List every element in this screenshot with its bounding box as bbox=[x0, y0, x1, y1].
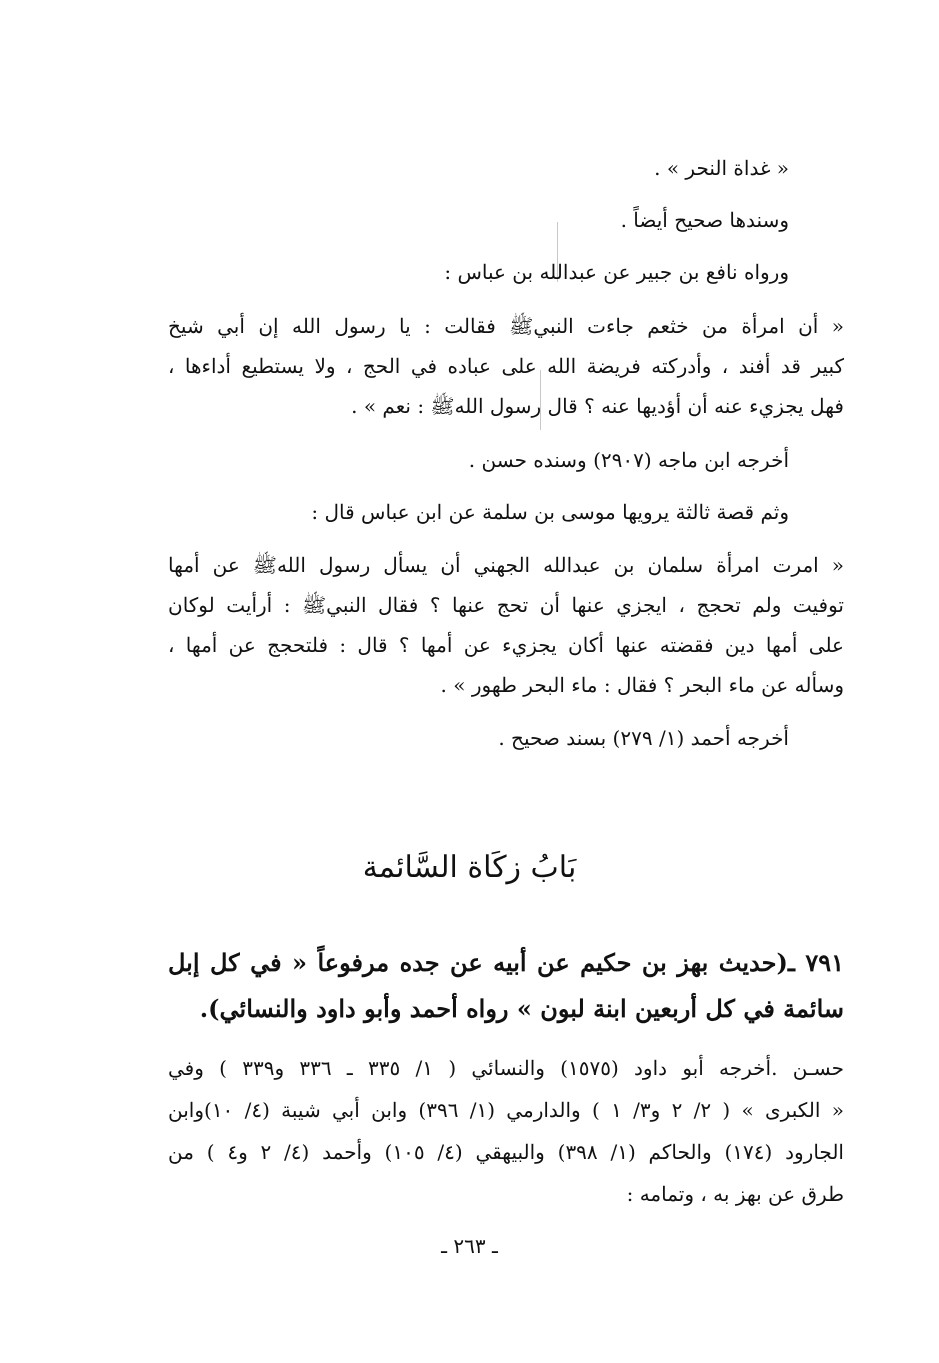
text-line: أخرجه ابن ماجه (٢٩٠٧) وسنده حسن . bbox=[468, 448, 789, 472]
hadith-line: سائمة في كل أربعين ابنة لبون » رواه أحمد وأبو داود والنسائي). bbox=[199, 994, 844, 1023]
text-line: على أمها دين فقضته عنها أكان يجزيء عن أمها ؟ قال : فلتحجج عن أمها ، bbox=[168, 633, 844, 657]
text-line: فهل يجزيء عنه أن أؤديها عنه ؟ قال رسول اللهﷺ : نعم » . bbox=[351, 394, 844, 418]
text-line: أخرجه أحمد (١/ ٢٧٩) بسند صحيح . bbox=[498, 726, 789, 750]
text-line: « أن امرأة من خثعم جاءت النبيﷺ فقالت : يا رسول الله إن أبي شيخ bbox=[168, 314, 844, 338]
commentary-line: « الكبرى » ( ٢/ ٢ و٣/ ١ ) والدارمي (١/ ٣٩٦) وابن أبي شيبة (٤/ ١٠)وابن bbox=[168, 1098, 844, 1122]
text-line: « امرت امرأة سلمان بن عبدالله الجهني أن يسأل رسول اللهﷺ عن أمها bbox=[168, 553, 844, 577]
text-line: توفيت ولم تحجج ، ايجزي عنها أن تحج عنها ؟ فقال النبيﷺ : أرأيت لوكان bbox=[168, 593, 844, 617]
commentary-line: حسـن .أخرجه أبو داود (١٥٧٥) والنسائي ( ١/ ٣٣٥ ـ ٣٣٦ و٣٣٩ ) وفي bbox=[168, 1056, 845, 1080]
text-line: وثم قصة ثالثة يرويها موسى بن سلمة عن ابن عباس قال : bbox=[311, 500, 789, 524]
text-line: وسندها صحيح أيضاً . bbox=[620, 208, 789, 232]
chapter-heading: بَابُ زكَاة السَّائمة bbox=[362, 850, 577, 885]
text-line: وسأله عن ماء البحر ؟ فقال : ماء البحر طهور » . bbox=[440, 673, 844, 697]
text-line: كبير قد أفند ، وأدركته فريضة الله على عباده في الحج ، ولا يستطيع أداءها ، bbox=[168, 354, 845, 378]
text-line: « غداة النحر » . bbox=[654, 156, 789, 180]
commentary-line: الجارود (١٧٤) والحاكم (١/ ٣٩٨) والبيهقي (٤/ ١٠٥) وأحمد (٤/ ٢ و٤ ) من bbox=[168, 1140, 844, 1164]
text-line: ورواه نافع بن جبير عن عبدالله بن عباس : bbox=[444, 260, 789, 284]
hadith-line: ٧٩١ ـ(حديث بهز بن حكيم عن أبيه عن جده مرفوعاً « في كل إبل bbox=[168, 948, 844, 977]
commentary-line: طرق عن بهز به ، وتمامه : bbox=[626, 1182, 844, 1206]
page-number: ـ ٢٦٣ ـ bbox=[441, 1234, 498, 1258]
